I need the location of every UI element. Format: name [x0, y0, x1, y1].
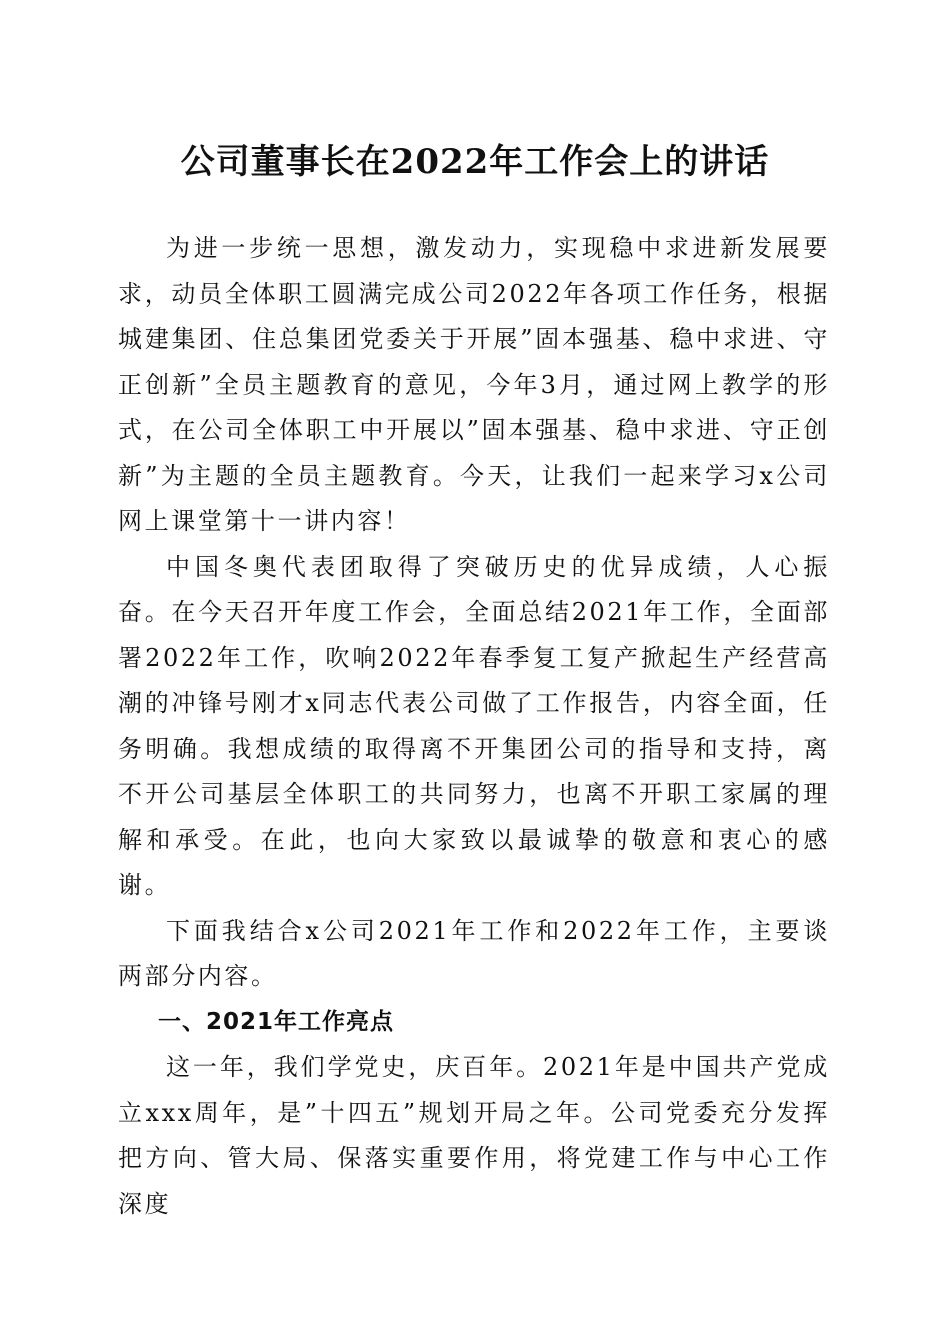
paragraph-intro: 为进一步统一思想，激发动力，实现稳中求进新发展要求，动员全体职工圆满完成公司2022年各项工作任务，根据城建集团、住总集团党委关于开展”固本强基、稳中求进、守正创新”全员主题教育的意见，今年3月，通过网上教学的形式，在公司全体职工中开展以”固本强基、稳中求进、守正创新”为主题的全员主题教育。今天，让我们一起来学习x公司网上课堂第十一讲内容！: [118, 234, 830, 535]
section-heading: 一、2021年工作亮点: [158, 1008, 395, 1035]
paragraph-olympics: 中国冬奥代表团取得了突破历史的优异成绩，人心振奋。在今天召开年度工作会，全面总结2021年工作，全面部署2022年工作，吹响2022年春季复工复产掀起生产经营高潮的冲锋号刚才x同志代表公司做了工作报告，内容全面，任务明确。我想成绩的取得离不开集团公司的指导和支持，离不开公司基层全体职工的共同努力，也离不开职工家属的理解和承受。在此，也向大家致以最诚挚的敬意和衷心的感谢。: [118, 552, 830, 899]
document-title: 公司董事长在2022年工作会上的讲话: [180, 142, 770, 182]
paragraph-section-one: 这一年，我们学党史，庆百年。2021年是中国共产党成立xxx周年，是”十四五”规划开局之年。公司党委充分发挥把方向、管大局、保落实重要作用，将党建工作与中心工作深度: [118, 1053, 830, 1218]
paragraph-outline: 下面我结合x公司2021年工作和2022年工作，主要谈两部分内容。: [118, 916, 830, 990]
document-body: [118, 226, 830, 1227]
